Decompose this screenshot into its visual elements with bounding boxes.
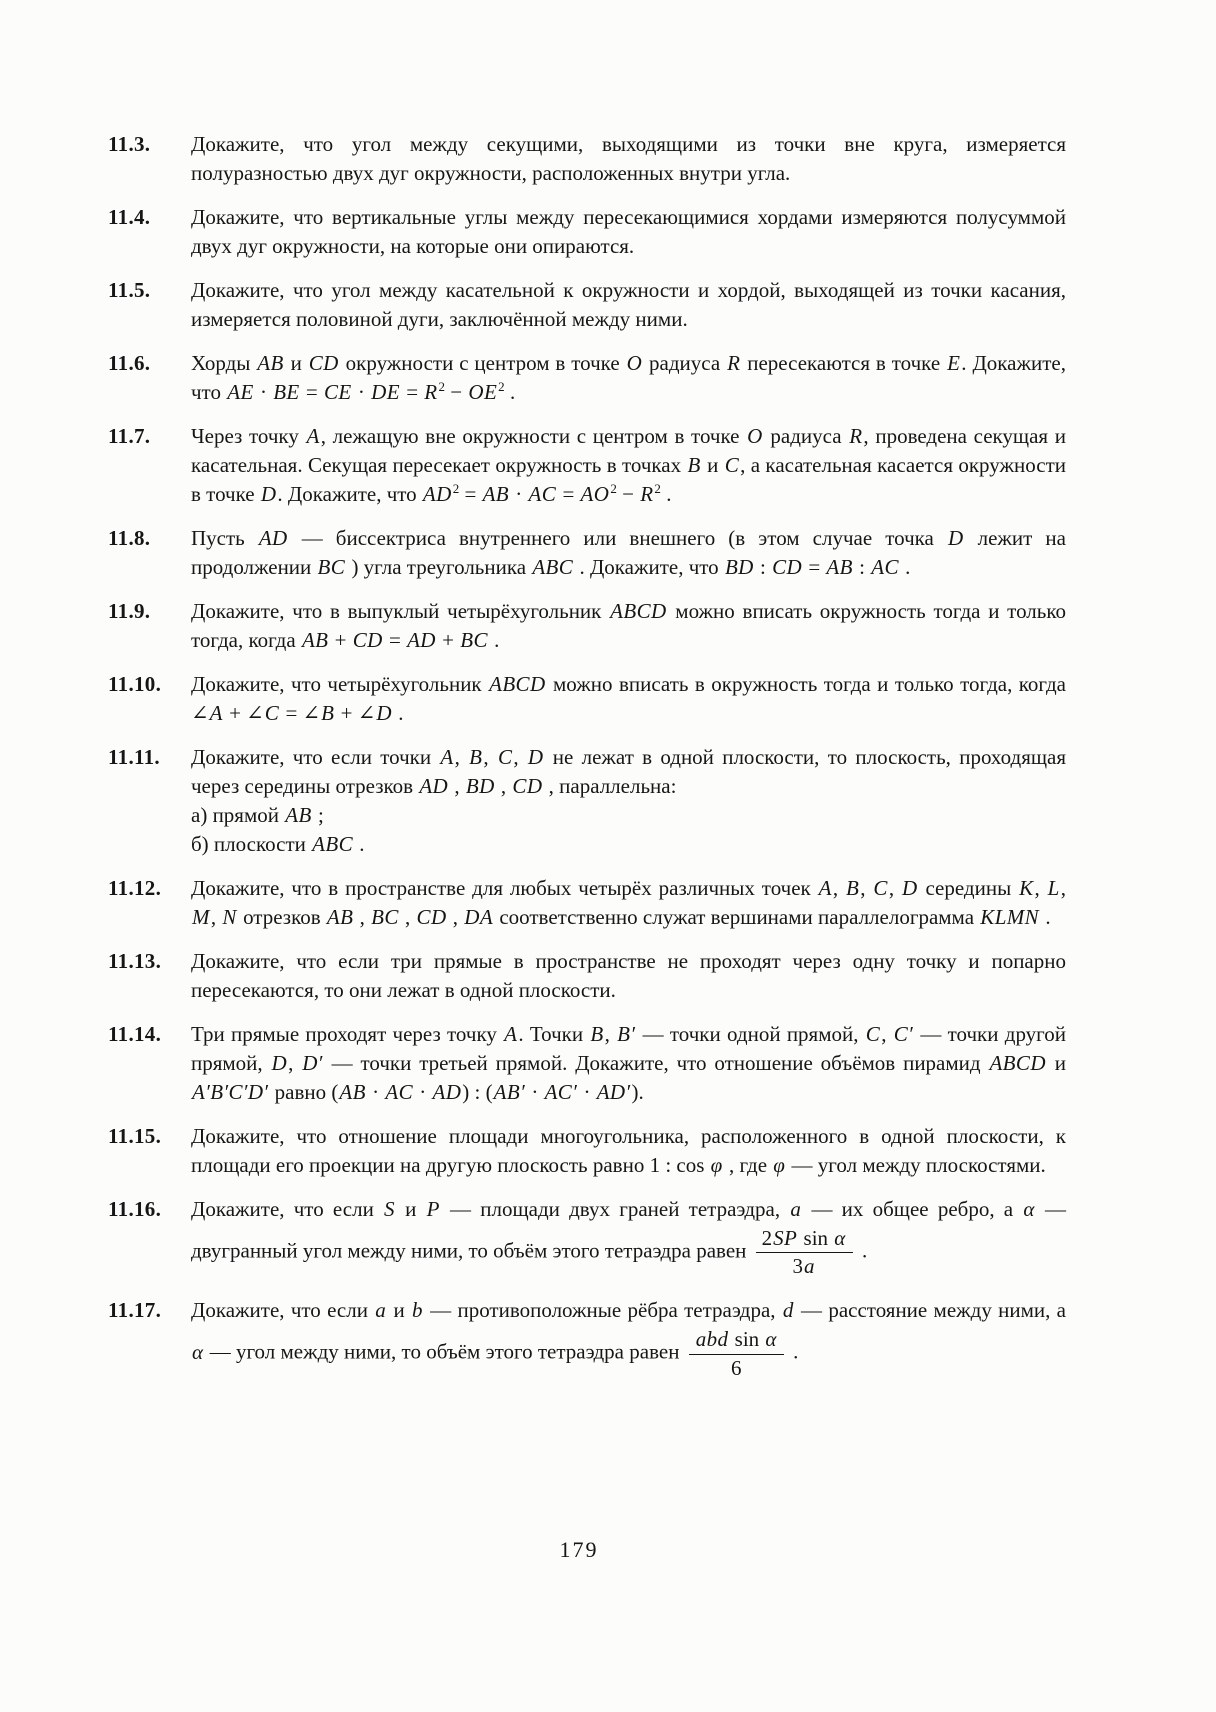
problem-text bbox=[191, 1122, 1066, 1180]
problem-number: 11.11. bbox=[108, 745, 160, 769]
problem-text bbox=[191, 203, 1066, 261]
problem-text bbox=[191, 874, 1066, 932]
problem-paragraph: Пусть AD — биссектриса внутреннего или внешнего (в этом случае точка D лежит на продолжении BC ) угла треугольника ABC . Докажите, что BD : CD = AB : AC . bbox=[191, 526, 1066, 579]
problem-text bbox=[191, 1020, 1066, 1107]
problem-number: 11.8. bbox=[108, 526, 151, 550]
problem-item bbox=[108, 130, 1066, 188]
problem-number: 11.16. bbox=[108, 1197, 162, 1221]
problem-paragraph: б) плоскости ABC . bbox=[191, 832, 365, 856]
problem-paragraph: Три прямые проходят через точку A. Точки B, B′ — точки одной прямой, C, C′ — точки другой прямой, D, D′ — точки третьей прямой. Докажите, что отношение объёмов пирамид ABCD и A′B′C′D′ равно (AB · AC · AD) : (AB′ · AC′ · AD′). bbox=[191, 1022, 1066, 1104]
problem-number: 11.12. bbox=[108, 876, 162, 900]
problem-paragraph: Докажите, что если три прямые в пространстве не проходят через одну точку и попарно пересекаются, то они лежат в одной плоскости. bbox=[191, 949, 1066, 1002]
problem-paragraph: Докажите, что угол между секущими, выходящими из точки вне круга, измеряется полуразностью двух дуг окружности, расположенных внутри угла. bbox=[191, 132, 1066, 185]
problem-item bbox=[108, 874, 1066, 932]
problem-paragraph: Докажите, что угол между касательной к окружности и хордой, выходящей из точки касания, измеряется половиной дуги, заключённой между ними. bbox=[191, 278, 1066, 331]
problem-paragraph: а) прямой AB ; bbox=[191, 803, 324, 827]
problem-item bbox=[108, 1122, 1066, 1180]
problem-item bbox=[108, 1195, 1066, 1281]
problem-item bbox=[108, 203, 1066, 261]
problem-item bbox=[108, 670, 1066, 728]
problem-paragraph: Докажите, что вертикальные углы между пересекающимися хордами измеряются полусуммой двух дуг окружности, на которые они опираются. bbox=[191, 205, 1066, 258]
problem-paragraph: Докажите, что отношение площади многоугольника, расположенного в одной плоскости, к площади его проекции на другую плоскость равно 1 : cos φ , где φ — угол между плоскостями. bbox=[191, 1124, 1066, 1177]
problem-item bbox=[108, 276, 1066, 334]
problem-item bbox=[108, 1296, 1066, 1382]
problem-item bbox=[108, 422, 1066, 509]
problem-number: 11.4. bbox=[108, 205, 151, 229]
fraction: $\frac{\text{2SP sin α}}{3a}$ bbox=[754, 1226, 855, 1279]
problem-paragraph: Через точку A, лежащую вне окружности с центром в точке O радиуса R, проведена секущая и касательная. Секущая пересекает окружность в точках B и C, а касательная касается окружности в точке D. Докажите, что $AD^2$ = AB · AC = $AO^2 - R^2$ . bbox=[191, 424, 1066, 506]
problem-paragraph: Докажите, что в пространстве для любых четырёх различных точек A, B, C, D середины K, L, M, N отрезков AB , BC , CD , DA соответственно служат вершинами параллелограмма KLMN . bbox=[191, 876, 1067, 929]
problem-number: 11.14. bbox=[108, 1022, 162, 1046]
problem-number: 11.3. bbox=[108, 132, 151, 156]
problem-text bbox=[191, 743, 1066, 859]
problem-number: 11.5. bbox=[108, 278, 151, 302]
problem-paragraph: Докажите, что если точки A, B, C, D не лежат в одной плоскости, то плоскость, проходящая через середины отрезков AD , BD , CD , параллельна: bbox=[191, 745, 1067, 798]
problem-item bbox=[108, 524, 1066, 582]
problem-text bbox=[191, 276, 1066, 334]
problem-paragraph: Докажите, что если a и b — противоположные рёбра тетраэдра, d — расстояние между ними, а α — угол между ними, то объём этого тетраэдра равен $\frac{\text{abd sin α}}{6}$ . bbox=[191, 1298, 1066, 1380]
problem-text bbox=[191, 670, 1066, 728]
problem-text bbox=[191, 349, 1066, 407]
problem-number: 11.17. bbox=[108, 1298, 162, 1323]
problem-item bbox=[108, 947, 1066, 1005]
problem-item bbox=[108, 349, 1066, 407]
problem-paragraph: Хорды AB и CD окружности с центром в точке O радиуса R пересекаются в точке E. Докажите, что AE · BE = CE · DE = $R^2 - OE^2$ . bbox=[191, 351, 1066, 404]
problem-text bbox=[191, 947, 1066, 1005]
fraction: $\frac{\text{abd sin α}}{6}$ bbox=[687, 1327, 786, 1380]
problem-text bbox=[191, 130, 1066, 188]
problem-paragraph: Докажите, что в выпуклый четырёхугольник ABCD можно вписать окружность тогда и только тогда, когда AB + CD = AD + BC . bbox=[191, 599, 1066, 652]
problem-list bbox=[108, 130, 1066, 1398]
page-number: 179 bbox=[559, 1537, 599, 1562]
problem-paragraph: Докажите, что если S и P — площади двух граней тетраэдра, a — их общее ребро, а α — двугранный угол между ними, то объём этого тетраэдра равен $\frac{\text{2SP sin α}}{3a}$ . bbox=[191, 1197, 1066, 1279]
problem-item bbox=[108, 1020, 1066, 1107]
problem-number: 11.15. bbox=[108, 1124, 162, 1148]
problem-number: 11.13. bbox=[108, 949, 162, 973]
problem-text bbox=[191, 422, 1066, 509]
problem-number: 11.6. bbox=[108, 351, 151, 375]
problem-number: 11.7. bbox=[108, 424, 151, 448]
problem-text bbox=[191, 1296, 1066, 1382]
problem-number: 11.9. bbox=[108, 599, 151, 623]
problem-paragraph: Докажите, что четырёхугольник ABCD можно вписать в окружность тогда и только тогда, когда ∠A + ∠C = ∠B + ∠D . bbox=[191, 672, 1066, 725]
problem-item bbox=[108, 743, 1066, 859]
problem-text bbox=[191, 524, 1066, 582]
problem-item bbox=[108, 597, 1066, 655]
problem-text bbox=[191, 597, 1066, 655]
problem-text bbox=[191, 1195, 1066, 1281]
problem-number: 11.10. bbox=[108, 672, 162, 696]
